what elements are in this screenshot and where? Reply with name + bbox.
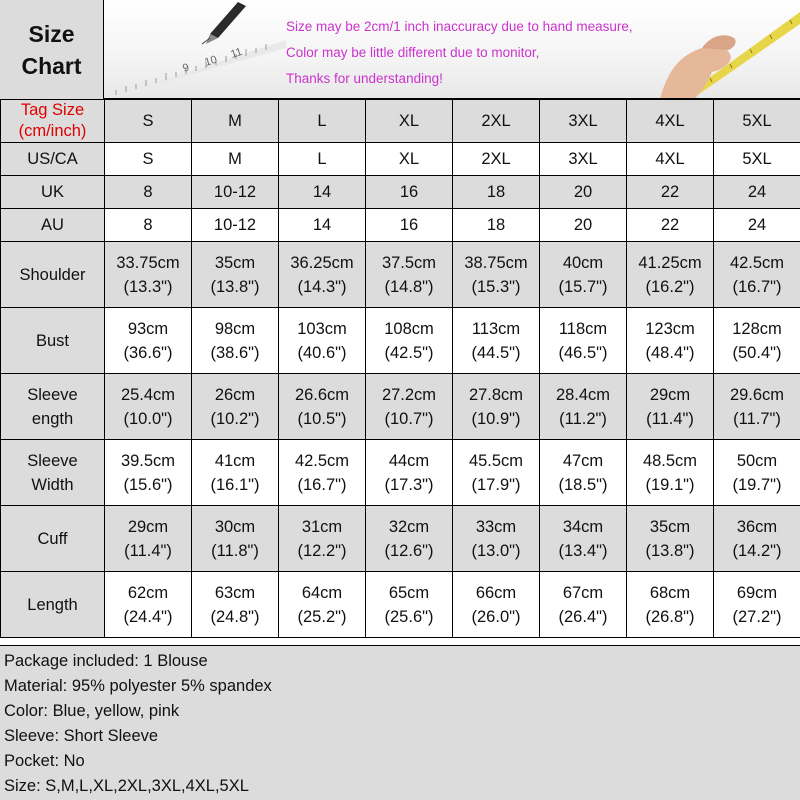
measurement-row bbox=[1, 242, 800, 308]
measurement-inch: (42.5") bbox=[384, 343, 434, 362]
tag-size-cell: 2XL bbox=[453, 100, 540, 143]
tag-size-cell: M bbox=[192, 100, 279, 143]
au-cell: 18 bbox=[453, 209, 540, 242]
size-chart-header bbox=[0, 0, 800, 99]
measurement-cell bbox=[453, 308, 540, 374]
measurement-inch: (44.5") bbox=[471, 343, 521, 362]
measurement-cell bbox=[540, 506, 627, 572]
measurement-cm: 38.75cm bbox=[464, 253, 528, 272]
au-cell: 8 bbox=[105, 209, 192, 242]
measurement-cell bbox=[627, 242, 714, 308]
us-ca-cell: 5XL bbox=[714, 143, 800, 176]
measurement-label bbox=[1, 572, 105, 638]
measurement-label-line: Cuff bbox=[37, 529, 68, 548]
measurement-cm: 26.6cm bbox=[294, 385, 350, 404]
measurement-inch: (13.3") bbox=[123, 277, 173, 296]
measurement-cm: 40cm bbox=[562, 253, 604, 272]
measurement-cm: 31cm bbox=[301, 517, 343, 536]
measurement-cell bbox=[105, 572, 192, 638]
measurement-inch: (13.4") bbox=[558, 541, 608, 560]
measurement-inch: (19.7") bbox=[732, 475, 782, 494]
measurement-cm: 29.6cm bbox=[729, 385, 785, 404]
measurement-cell bbox=[540, 374, 627, 440]
measurement-cm: 29cm bbox=[649, 385, 691, 404]
tag-size-row bbox=[1, 100, 800, 143]
measurement-cell bbox=[279, 242, 366, 308]
measurement-inch: (50.4") bbox=[732, 343, 782, 362]
measurement-cell bbox=[714, 572, 800, 638]
measurement-cm: 42.5cm bbox=[294, 451, 350, 470]
measurement-cell bbox=[714, 374, 800, 440]
ruler-number-10: 10 bbox=[203, 53, 219, 69]
measurement-cell bbox=[627, 572, 714, 638]
note-thanks: Thanks for understanding! bbox=[286, 71, 443, 86]
measurement-cell bbox=[366, 572, 453, 638]
measurement-banner bbox=[104, 0, 800, 98]
measurement-cm: 103cm bbox=[297, 319, 347, 338]
us-ca-row bbox=[1, 143, 800, 176]
measurement-cell bbox=[714, 242, 800, 308]
measurement-cell bbox=[192, 308, 279, 374]
au-cell: 16 bbox=[366, 209, 453, 242]
measurement-cell bbox=[192, 374, 279, 440]
au-cell: 10-12 bbox=[192, 209, 279, 242]
hand-measuring-tape-icon bbox=[640, 0, 800, 98]
measurement-label-line: Shoulder bbox=[19, 265, 86, 284]
measurement-label-line: Sleeve bbox=[27, 385, 78, 404]
measurement-cell bbox=[627, 308, 714, 374]
measurement-inch: (11.4") bbox=[646, 409, 694, 428]
measurement-cell bbox=[105, 374, 192, 440]
measurement-cm: 68cm bbox=[649, 583, 691, 602]
tag-size-cell: 5XL bbox=[714, 100, 800, 143]
measurement-inch: (17.3") bbox=[384, 475, 434, 494]
us-ca-cell: 3XL bbox=[540, 143, 627, 176]
measurement-cell bbox=[714, 308, 800, 374]
measurement-cm: 35cm bbox=[214, 253, 256, 272]
measurement-inch: (24.4") bbox=[123, 607, 173, 626]
measurement-cell bbox=[279, 374, 366, 440]
measurement-inch: (18.5") bbox=[558, 475, 608, 494]
us-ca-cell: L bbox=[279, 143, 366, 176]
measurement-inch: (11.4") bbox=[124, 541, 172, 560]
title-line-1: Size bbox=[28, 20, 75, 47]
ruler-number-11: 11 bbox=[229, 45, 244, 61]
measurement-inch: (26.8") bbox=[645, 607, 695, 626]
us-ca-label: US/CA bbox=[1, 143, 105, 176]
measurement-label bbox=[1, 440, 105, 506]
note-inaccuracy: Size may be 2cm/1 inch inaccuracy due to hand measure, bbox=[286, 19, 633, 34]
measurement-cell bbox=[279, 308, 366, 374]
measurement-cm: 118cm bbox=[558, 319, 608, 338]
measurement-cm: 123cm bbox=[645, 319, 695, 338]
measurement-inch: (25.6") bbox=[384, 607, 434, 626]
tag-size-cell: S bbox=[105, 100, 192, 143]
measurement-cm: 64cm bbox=[301, 583, 343, 602]
uk-row bbox=[1, 176, 800, 209]
uk-label: UK bbox=[1, 176, 105, 209]
info-size: Size: S,M,L,XL,2XL,3XL,4XL,5XL bbox=[4, 777, 249, 795]
measurement-cm: 36cm bbox=[736, 517, 778, 536]
size-table bbox=[0, 99, 800, 638]
measurement-cell bbox=[192, 242, 279, 308]
measurement-cell bbox=[279, 506, 366, 572]
measurement-cell bbox=[192, 572, 279, 638]
size-chart-title bbox=[0, 0, 104, 99]
measurement-cm: 28.4cm bbox=[555, 385, 611, 404]
measurement-inch: (36.6") bbox=[123, 343, 173, 362]
measurement-inch: (10.2") bbox=[210, 409, 260, 428]
measurement-inch: (24.8") bbox=[210, 607, 260, 626]
ruler-number-9: 9 bbox=[181, 61, 191, 75]
measurement-inch: (16.7") bbox=[732, 277, 782, 296]
tag-size-cell: L bbox=[279, 100, 366, 143]
measurement-cell bbox=[366, 242, 453, 308]
uk-cell: 20 bbox=[540, 176, 627, 209]
tag-size-label bbox=[1, 100, 105, 143]
au-cell: 20 bbox=[540, 209, 627, 242]
measurement-cm: 34cm bbox=[562, 517, 604, 536]
measurement-inch: (19.1") bbox=[645, 475, 695, 494]
measurement-cm: 41.25cm bbox=[638, 253, 702, 272]
measurement-label-line: Sleeve bbox=[27, 451, 78, 470]
measurement-cm: 45.5cm bbox=[468, 451, 524, 470]
measurement-row bbox=[1, 572, 800, 638]
measurement-cell bbox=[540, 440, 627, 506]
measurement-cell bbox=[540, 572, 627, 638]
measurement-row bbox=[1, 440, 800, 506]
measurement-cm: 63cm bbox=[214, 583, 256, 602]
title-line-2: Chart bbox=[21, 52, 82, 79]
au-cell: 22 bbox=[627, 209, 714, 242]
info-package: Package included: 1 Blouse bbox=[4, 652, 208, 670]
measurement-cell bbox=[279, 440, 366, 506]
measurement-cell bbox=[366, 440, 453, 506]
measurement-cm: 27.2cm bbox=[381, 385, 437, 404]
au-cell: 14 bbox=[279, 209, 366, 242]
measurement-cm: 29cm bbox=[127, 517, 169, 536]
measurement-cm: 30cm bbox=[214, 517, 256, 536]
uk-cell: 24 bbox=[714, 176, 800, 209]
uk-cell: 14 bbox=[279, 176, 366, 209]
measurement-cell bbox=[279, 572, 366, 638]
measurement-inch: (26.0") bbox=[471, 607, 521, 626]
tag-size-cell: 4XL bbox=[627, 100, 714, 143]
measurement-cell bbox=[192, 440, 279, 506]
measurement-cell bbox=[540, 308, 627, 374]
measurement-cm: 36.25cm bbox=[290, 253, 354, 272]
tag-size-cell: 3XL bbox=[540, 100, 627, 143]
measurement-cm: 69cm bbox=[736, 583, 778, 602]
measurement-cm: 27.8cm bbox=[468, 385, 524, 404]
measurement-cm: 128cm bbox=[732, 319, 782, 338]
measurement-inch: (15.6") bbox=[123, 475, 173, 494]
us-ca-cell: M bbox=[192, 143, 279, 176]
measurement-label-line: Bust bbox=[35, 331, 70, 350]
measurement-inch: (10.5") bbox=[297, 409, 347, 428]
measurement-cell bbox=[714, 440, 800, 506]
measurement-inch: (15.3") bbox=[471, 277, 521, 296]
measurement-cell bbox=[366, 308, 453, 374]
measurement-cm: 42.5cm bbox=[729, 253, 785, 272]
measurement-cell bbox=[105, 440, 192, 506]
uk-cell: 22 bbox=[627, 176, 714, 209]
measurement-inch: (14.8") bbox=[384, 277, 434, 296]
measurement-inch: (48.4") bbox=[645, 343, 695, 362]
measurement-cell bbox=[453, 242, 540, 308]
measurement-inch: (15.7") bbox=[558, 277, 608, 296]
us-ca-cell: 4XL bbox=[627, 143, 714, 176]
info-sleeve: Sleeve: Short Sleeve bbox=[4, 727, 159, 745]
measurement-cell bbox=[453, 572, 540, 638]
uk-cell: 18 bbox=[453, 176, 540, 209]
measurement-cm: 32cm bbox=[388, 517, 430, 536]
measurement-cell bbox=[105, 308, 192, 374]
measurement-inch: (16.1") bbox=[210, 475, 260, 494]
tag-size-label-line1: Tag Size bbox=[20, 101, 85, 119]
measurement-cm: 26cm bbox=[214, 385, 256, 404]
measurement-rows bbox=[1, 242, 800, 638]
measurement-cm: 37.5cm bbox=[381, 253, 437, 272]
note-color: Color may be little different due to monitor, bbox=[286, 45, 540, 60]
measurement-cm: 50cm bbox=[736, 451, 778, 470]
measurement-inch: (11.8") bbox=[211, 541, 259, 560]
measurement-cell bbox=[714, 506, 800, 572]
measurement-cm: 33.75cm bbox=[116, 253, 180, 272]
info-color: Color: Blue, yellow, pink bbox=[4, 702, 180, 720]
uk-cell: 8 bbox=[105, 176, 192, 209]
measurement-cm: 39.5cm bbox=[120, 451, 176, 470]
measurement-cell bbox=[366, 374, 453, 440]
measurement-cell bbox=[540, 242, 627, 308]
measurement-cm: 66cm bbox=[475, 583, 517, 602]
measurement-cm: 98cm bbox=[214, 319, 256, 338]
info-material: Material: 95% polyester 5% spandex bbox=[4, 677, 272, 695]
measurement-label-line: Width bbox=[31, 475, 74, 494]
measurement-inch: (12.2") bbox=[297, 541, 347, 560]
measurement-cm: 41cm bbox=[214, 451, 256, 470]
measurement-inch: (10.9") bbox=[471, 409, 521, 428]
measurement-row bbox=[1, 308, 800, 374]
measurement-label bbox=[1, 242, 105, 308]
measurement-cm: 33cm bbox=[475, 517, 517, 536]
tag-size-cell: XL bbox=[366, 100, 453, 143]
measurement-inch: (25.2") bbox=[297, 607, 347, 626]
measurement-inch: (10.0") bbox=[123, 409, 173, 428]
au-label: AU bbox=[1, 209, 105, 242]
measurement-inch: (38.6") bbox=[210, 343, 260, 362]
measurement-label bbox=[1, 308, 105, 374]
measurement-notes bbox=[286, 14, 633, 92]
uk-cell: 10-12 bbox=[192, 176, 279, 209]
uk-cell: 16 bbox=[366, 176, 453, 209]
measurement-inch: (13.8") bbox=[645, 541, 695, 560]
measurement-inch: (10.7") bbox=[384, 409, 434, 428]
measurement-cm: 113cm bbox=[471, 319, 521, 338]
measurement-cm: 48.5cm bbox=[642, 451, 698, 470]
measurement-cell bbox=[453, 506, 540, 572]
measurement-cm: 108cm bbox=[384, 319, 434, 338]
measurement-cm: 47cm bbox=[562, 451, 604, 470]
measurement-inch: (16.2") bbox=[645, 277, 695, 296]
measurement-cm: 67cm bbox=[562, 583, 604, 602]
ruler-pencil-icon bbox=[106, 0, 286, 98]
us-ca-cell: XL bbox=[366, 143, 453, 176]
measurement-cell bbox=[627, 440, 714, 506]
measurement-cell bbox=[627, 374, 714, 440]
au-cell: 24 bbox=[714, 209, 800, 242]
measurement-label-line: ength bbox=[31, 409, 74, 428]
measurement-cm: 44cm bbox=[388, 451, 430, 470]
measurement-cell bbox=[627, 506, 714, 572]
measurement-inch: (46.5") bbox=[558, 343, 608, 362]
measurement-inch: (16.7") bbox=[297, 475, 347, 494]
info-pocket: Pocket: No bbox=[4, 752, 85, 770]
measurement-cm: 62cm bbox=[127, 583, 169, 602]
measurement-inch: (13.8") bbox=[210, 277, 260, 296]
measurement-cm: 35cm bbox=[649, 517, 691, 536]
measurement-cell bbox=[366, 506, 453, 572]
measurement-cell bbox=[105, 242, 192, 308]
measurement-row bbox=[1, 506, 800, 572]
measurement-cell bbox=[453, 440, 540, 506]
measurement-cm: 65cm bbox=[388, 583, 430, 602]
us-ca-cell: S bbox=[105, 143, 192, 176]
measurement-cm: 25.4cm bbox=[120, 385, 176, 404]
measurement-cell bbox=[105, 506, 192, 572]
au-row bbox=[1, 209, 800, 242]
measurement-label bbox=[1, 506, 105, 572]
us-ca-cell: 2XL bbox=[453, 143, 540, 176]
measurement-inch: (40.6") bbox=[297, 343, 347, 362]
measurement-label bbox=[1, 374, 105, 440]
measurement-label-line: Length bbox=[27, 595, 78, 614]
measurement-inch: (27.2") bbox=[732, 607, 782, 626]
measurement-inch: (17.9") bbox=[471, 475, 521, 494]
measurement-inch: (12.6") bbox=[384, 541, 434, 560]
measurement-row bbox=[1, 374, 800, 440]
tag-size-label-line2: (cm/inch) bbox=[18, 122, 87, 140]
product-info bbox=[0, 645, 800, 800]
measurement-cell bbox=[192, 506, 279, 572]
measurement-cell bbox=[453, 374, 540, 440]
measurement-inch: (11.7") bbox=[733, 409, 781, 428]
measurement-inch: (14.2") bbox=[732, 541, 782, 560]
measurement-inch: (13.0") bbox=[471, 541, 521, 560]
measurement-cm: 93cm bbox=[127, 319, 169, 338]
measurement-inch: (11.2") bbox=[559, 409, 607, 428]
measurement-inch: (26.4") bbox=[558, 607, 608, 626]
measurement-inch: (14.3") bbox=[297, 277, 347, 296]
